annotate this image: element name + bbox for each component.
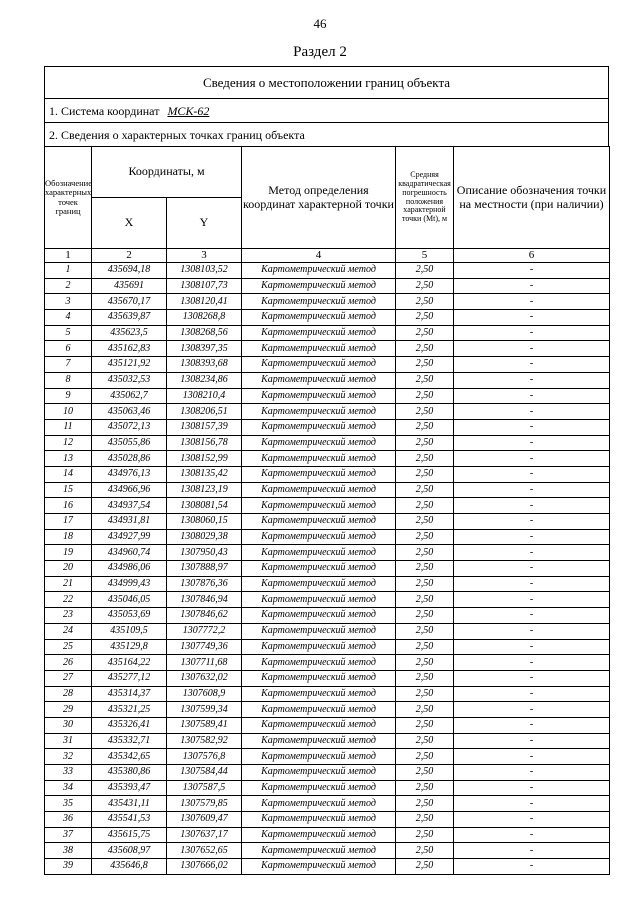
description-cell: - — [454, 780, 610, 796]
method-cell: Картометрический метод — [242, 561, 396, 577]
point-number-cell: 8 — [45, 372, 92, 388]
error-cell: 2,50 — [396, 576, 454, 592]
point-number-cell: 28 — [45, 686, 92, 702]
table-row — [45, 357, 610, 373]
x-coordinate-cell: 435032,53 — [92, 372, 167, 388]
error-cell: 2,50 — [396, 435, 454, 451]
table-row — [45, 310, 610, 326]
error-cell: 2,50 — [396, 655, 454, 671]
error-cell: 2,50 — [396, 843, 454, 859]
x-coordinate-cell: 434931,81 — [92, 514, 167, 530]
description-cell: - — [454, 670, 610, 686]
method-cell: Картометрический метод — [242, 812, 396, 828]
x-coordinate-cell: 435321,25 — [92, 702, 167, 718]
point-number-cell: 26 — [45, 655, 92, 671]
method-cell: Картометрический метод — [242, 341, 396, 357]
y-coordinate-cell: 1308135,42 — [167, 466, 242, 482]
method-cell: Картометрический метод — [242, 608, 396, 624]
error-cell: 2,50 — [396, 780, 454, 796]
point-number-cell: 11 — [45, 419, 92, 435]
method-cell: Картометрический метод — [242, 623, 396, 639]
error-cell: 2,50 — [396, 498, 454, 514]
x-coordinate-cell: 435615,75 — [92, 827, 167, 843]
y-coordinate-cell: 1308234,86 — [167, 372, 242, 388]
y-coordinate-cell: 1307876,36 — [167, 576, 242, 592]
point-number-cell: 24 — [45, 623, 92, 639]
method-cell: Картометрический метод — [242, 733, 396, 749]
point-number-cell: 10 — [45, 404, 92, 420]
description-cell: - — [454, 466, 610, 482]
method-cell: Картометрический метод — [242, 545, 396, 561]
method-cell: Картометрический метод — [242, 843, 396, 859]
description-cell: - — [454, 561, 610, 577]
y-coordinate-cell: 1308081,54 — [167, 498, 242, 514]
x-coordinate-cell: 435072,13 — [92, 419, 167, 435]
method-cell: Картометрический метод — [242, 749, 396, 765]
point-number-cell: 21 — [45, 576, 92, 592]
method-cell: Картометрический метод — [242, 451, 396, 467]
error-cell: 2,50 — [396, 294, 454, 310]
x-coordinate-cell: 435431,11 — [92, 796, 167, 812]
description-cell: - — [454, 325, 610, 341]
description-cell: - — [454, 482, 610, 498]
error-cell: 2,50 — [396, 608, 454, 624]
point-number-cell: 18 — [45, 529, 92, 545]
description-cell: - — [454, 545, 610, 561]
description-cell: - — [454, 388, 610, 404]
y-coordinate-cell: 1307846,62 — [167, 608, 242, 624]
point-number-cell: 39 — [45, 859, 92, 875]
error-cell: 2,50 — [396, 702, 454, 718]
table-row — [45, 466, 610, 482]
method-cell: Картометрический метод — [242, 325, 396, 341]
point-number-cell: 34 — [45, 780, 92, 796]
description-cell: - — [454, 529, 610, 545]
error-cell: 2,50 — [396, 623, 454, 639]
table-row — [45, 733, 610, 749]
point-number-cell: 5 — [45, 325, 92, 341]
method-cell: Картометрический метод — [242, 859, 396, 875]
point-number-cell: 31 — [45, 733, 92, 749]
y-coordinate-cell: 1307609,47 — [167, 812, 242, 828]
table-row — [45, 592, 610, 608]
point-number-cell: 1 — [45, 263, 92, 279]
table-row — [45, 717, 610, 733]
error-cell: 2,50 — [396, 686, 454, 702]
table-row — [45, 765, 610, 781]
x-coordinate-cell: 435164,22 — [92, 655, 167, 671]
description-cell: - — [454, 827, 610, 843]
error-cell: 2,50 — [396, 419, 454, 435]
method-cell: Картометрический метод — [242, 294, 396, 310]
y-coordinate-cell: 1307608,9 — [167, 686, 242, 702]
method-cell: Картометрический метод — [242, 514, 396, 530]
error-cell: 2,50 — [396, 514, 454, 530]
column-number: 5 — [396, 249, 454, 263]
x-coordinate-cell: 435162,83 — [92, 341, 167, 357]
method-cell: Картометрический метод — [242, 655, 396, 671]
y-coordinate-cell: 1308156,78 — [167, 435, 242, 451]
description-cell: - — [454, 592, 610, 608]
description-cell: - — [454, 498, 610, 514]
table-row — [45, 404, 610, 420]
description-cell: - — [454, 404, 610, 420]
error-cell: 2,50 — [396, 466, 454, 482]
point-number-cell: 27 — [45, 670, 92, 686]
description-cell: - — [454, 843, 610, 859]
x-coordinate-cell: 434937,54 — [92, 498, 167, 514]
method-cell: Картометрический метод — [242, 482, 396, 498]
table-row — [45, 561, 610, 577]
error-cell: 2,50 — [396, 639, 454, 655]
point-number-cell: 22 — [45, 592, 92, 608]
x-coordinate-cell: 434960,74 — [92, 545, 167, 561]
error-cell: 2,50 — [396, 325, 454, 341]
y-coordinate-cell: 1307888,97 — [167, 561, 242, 577]
description-cell: - — [454, 749, 610, 765]
description-cell: - — [454, 812, 610, 828]
y-coordinate-cell: 1307584,44 — [167, 765, 242, 781]
description-cell: - — [454, 419, 610, 435]
y-coordinate-cell: 1308152,99 — [167, 451, 242, 467]
method-cell: Картометрический метод — [242, 592, 396, 608]
description-cell: - — [454, 639, 610, 655]
y-coordinate-cell: 1307589,41 — [167, 717, 242, 733]
points-table — [44, 146, 610, 875]
x-coordinate-cell: 435277,12 — [92, 670, 167, 686]
column-number: 6 — [454, 249, 610, 263]
error-cell: 2,50 — [396, 796, 454, 812]
table-row — [45, 545, 610, 561]
method-cell: Картометрический метод — [242, 278, 396, 294]
description-cell: - — [454, 717, 610, 733]
header-description: Описание обозначения точки на местности (при наличии) — [454, 147, 610, 249]
error-cell: 2,50 — [396, 545, 454, 561]
error-cell: 2,50 — [396, 670, 454, 686]
table-row — [45, 419, 610, 435]
method-cell: Картометрический метод — [242, 435, 396, 451]
x-coordinate-cell: 435646,8 — [92, 859, 167, 875]
error-cell: 2,50 — [396, 561, 454, 577]
x-coordinate-cell: 434966,96 — [92, 482, 167, 498]
y-coordinate-cell: 1307666,02 — [167, 859, 242, 875]
y-coordinate-cell: 1308103,52 — [167, 263, 242, 279]
table-row — [45, 780, 610, 796]
error-cell: 2,50 — [396, 357, 454, 373]
point-number-cell: 30 — [45, 717, 92, 733]
point-number-cell: 35 — [45, 796, 92, 812]
table-row — [45, 608, 610, 624]
table-row — [45, 859, 610, 875]
table-title: Сведения о местоположении границ объекта — [44, 66, 609, 98]
x-coordinate-cell: 434976,13 — [92, 466, 167, 482]
header-coordinates: Координаты, м — [92, 147, 242, 198]
points-table-body — [45, 263, 610, 875]
description-cell: - — [454, 278, 610, 294]
description-cell: - — [454, 733, 610, 749]
table-row — [45, 451, 610, 467]
description-cell: - — [454, 608, 610, 624]
x-coordinate-cell: 435639,87 — [92, 310, 167, 326]
x-coordinate-cell: 435694,18 — [92, 263, 167, 279]
coordinate-system-value: МСК-62 — [167, 104, 210, 118]
table-row — [45, 263, 610, 279]
error-cell: 2,50 — [396, 592, 454, 608]
method-cell: Картометрический метод — [242, 404, 396, 420]
x-coordinate-cell: 435332,71 — [92, 733, 167, 749]
y-coordinate-cell: 1308393,68 — [167, 357, 242, 373]
x-coordinate-cell: 435393,47 — [92, 780, 167, 796]
description-cell: - — [454, 357, 610, 373]
error-cell: 2,50 — [396, 717, 454, 733]
description-cell: - — [454, 263, 610, 279]
y-coordinate-cell: 1307576,8 — [167, 749, 242, 765]
point-number-cell: 2 — [45, 278, 92, 294]
y-coordinate-cell: 1308268,56 — [167, 325, 242, 341]
error-cell: 2,50 — [396, 388, 454, 404]
point-number-cell: 23 — [45, 608, 92, 624]
points-heading: 2. Сведения о характерных точках границ объекта — [44, 122, 609, 146]
header-point-designation: Обозначение характерных точек границ — [45, 147, 92, 249]
y-coordinate-cell: 1307579,85 — [167, 796, 242, 812]
x-coordinate-cell: 435691 — [92, 278, 167, 294]
table-row — [45, 623, 610, 639]
table-row — [45, 702, 610, 718]
x-coordinate-cell: 435055,86 — [92, 435, 167, 451]
y-coordinate-cell: 1308206,51 — [167, 404, 242, 420]
table-row — [45, 482, 610, 498]
method-cell: Картометрический метод — [242, 388, 396, 404]
method-cell: Картометрический метод — [242, 717, 396, 733]
description-cell: - — [454, 435, 610, 451]
error-cell: 2,50 — [396, 765, 454, 781]
x-coordinate-cell: 435063,46 — [92, 404, 167, 420]
description-cell: - — [454, 655, 610, 671]
error-cell: 2,50 — [396, 859, 454, 875]
y-coordinate-cell: 1307599,34 — [167, 702, 242, 718]
table-row — [45, 639, 610, 655]
method-cell: Картометрический метод — [242, 372, 396, 388]
error-cell: 2,50 — [396, 451, 454, 467]
y-coordinate-cell: 1307711,68 — [167, 655, 242, 671]
y-coordinate-cell: 1308210,4 — [167, 388, 242, 404]
description-cell: - — [454, 859, 610, 875]
point-number-cell: 16 — [45, 498, 92, 514]
column-number: 3 — [167, 249, 242, 263]
coordinate-system-row — [44, 98, 609, 122]
method-cell: Картометрический метод — [242, 310, 396, 326]
y-coordinate-cell: 1308397,35 — [167, 341, 242, 357]
y-coordinate-cell: 1308107,73 — [167, 278, 242, 294]
error-cell: 2,50 — [396, 310, 454, 326]
x-coordinate-cell: 435121,92 — [92, 357, 167, 373]
x-coordinate-cell: 435608,97 — [92, 843, 167, 859]
coordinate-system-label: 1. Система координат — [49, 104, 160, 118]
table-row — [45, 843, 610, 859]
y-coordinate-cell: 1308120,41 — [167, 294, 242, 310]
x-coordinate-cell: 435380,86 — [92, 765, 167, 781]
y-coordinate-cell: 1308123,19 — [167, 482, 242, 498]
method-cell: Картометрический метод — [242, 780, 396, 796]
table-row — [45, 498, 610, 514]
x-coordinate-cell: 435623,5 — [92, 325, 167, 341]
header-x: X — [92, 198, 167, 249]
x-coordinate-cell: 435046,05 — [92, 592, 167, 608]
x-coordinate-cell: 435541,53 — [92, 812, 167, 828]
y-coordinate-cell: 1307950,43 — [167, 545, 242, 561]
column-number: 1 — [45, 249, 92, 263]
table-row — [45, 435, 610, 451]
header-y: Y — [167, 198, 242, 249]
point-number-cell: 14 — [45, 466, 92, 482]
error-cell: 2,50 — [396, 372, 454, 388]
method-cell: Картометрический метод — [242, 686, 396, 702]
page-number: 46 — [313, 16, 327, 31]
description-cell: - — [454, 623, 610, 639]
error-cell: 2,50 — [396, 341, 454, 357]
table-row — [45, 388, 610, 404]
table-row — [45, 576, 610, 592]
x-coordinate-cell: 434999,43 — [92, 576, 167, 592]
method-cell: Картометрический метод — [242, 576, 396, 592]
column-number: 4 — [242, 249, 396, 263]
description-cell: - — [454, 451, 610, 467]
error-cell: 2,50 — [396, 482, 454, 498]
header-error: Средняя квадратическая погрешность положения характерной точки (Mt), м — [396, 147, 454, 249]
point-number-cell: 20 — [45, 561, 92, 577]
table-row — [45, 529, 610, 545]
description-cell: - — [454, 576, 610, 592]
point-number-cell: 29 — [45, 702, 92, 718]
method-cell: Картометрический метод — [242, 357, 396, 373]
description-cell: - — [454, 310, 610, 326]
x-coordinate-cell: 435028,86 — [92, 451, 167, 467]
point-number-cell: 4 — [45, 310, 92, 326]
table-row — [45, 812, 610, 828]
point-number-cell: 9 — [45, 388, 92, 404]
table-row — [45, 514, 610, 530]
table-row — [45, 278, 610, 294]
x-coordinate-cell: 435342,65 — [92, 749, 167, 765]
y-coordinate-cell: 1308157,39 — [167, 419, 242, 435]
point-number-cell: 38 — [45, 843, 92, 859]
method-cell: Картометрический метод — [242, 796, 396, 812]
error-cell: 2,50 — [396, 812, 454, 828]
y-coordinate-cell: 1308060,15 — [167, 514, 242, 530]
table-row — [45, 294, 610, 310]
y-coordinate-cell: 1308029,38 — [167, 529, 242, 545]
description-cell: - — [454, 686, 610, 702]
x-coordinate-cell: 435670,17 — [92, 294, 167, 310]
table-row — [45, 325, 610, 341]
table-row — [45, 655, 610, 671]
method-cell: Картометрический метод — [242, 827, 396, 843]
section-title: Раздел 2 — [293, 44, 347, 60]
point-number-cell: 6 — [45, 341, 92, 357]
method-cell: Картометрический метод — [242, 466, 396, 482]
error-cell: 2,50 — [396, 278, 454, 294]
method-cell: Картометрический метод — [242, 670, 396, 686]
point-number-cell: 25 — [45, 639, 92, 655]
x-coordinate-cell: 435053,69 — [92, 608, 167, 624]
y-coordinate-cell: 1307749,36 — [167, 639, 242, 655]
method-cell: Картометрический метод — [242, 639, 396, 655]
point-number-cell: 36 — [45, 812, 92, 828]
error-cell: 2,50 — [396, 529, 454, 545]
error-cell: 2,50 — [396, 749, 454, 765]
x-coordinate-cell: 435129,8 — [92, 639, 167, 655]
y-coordinate-cell: 1307846,94 — [167, 592, 242, 608]
y-coordinate-cell: 1307587,5 — [167, 780, 242, 796]
method-cell: Картометрический метод — [242, 529, 396, 545]
table-row — [45, 372, 610, 388]
point-number-cell: 17 — [45, 514, 92, 530]
method-cell: Картометрический метод — [242, 263, 396, 279]
x-coordinate-cell: 434927,99 — [92, 529, 167, 545]
point-number-cell: 37 — [45, 827, 92, 843]
y-coordinate-cell: 1307637,17 — [167, 827, 242, 843]
method-cell: Картометрический метод — [242, 702, 396, 718]
x-coordinate-cell: 435314,37 — [92, 686, 167, 702]
y-coordinate-cell: 1307632,02 — [167, 670, 242, 686]
boundary-table-frame — [44, 66, 609, 875]
error-cell: 2,50 — [396, 827, 454, 843]
y-coordinate-cell: 1308268,8 — [167, 310, 242, 326]
point-number-cell: 13 — [45, 451, 92, 467]
point-number-cell: 3 — [45, 294, 92, 310]
error-cell: 2,50 — [396, 263, 454, 279]
description-cell: - — [454, 294, 610, 310]
method-cell: Картометрический метод — [242, 498, 396, 514]
error-cell: 2,50 — [396, 404, 454, 420]
y-coordinate-cell: 1307772,2 — [167, 623, 242, 639]
description-cell: - — [454, 514, 610, 530]
method-cell: Картометрический метод — [242, 765, 396, 781]
y-coordinate-cell: 1307582,92 — [167, 733, 242, 749]
table-row — [45, 670, 610, 686]
description-cell: - — [454, 341, 610, 357]
table-row — [45, 796, 610, 812]
error-cell: 2,50 — [396, 733, 454, 749]
point-number-cell: 19 — [45, 545, 92, 561]
column-number: 2 — [92, 249, 167, 263]
table-row — [45, 749, 610, 765]
x-coordinate-cell: 435326,41 — [92, 717, 167, 733]
table-row — [45, 827, 610, 843]
description-cell: - — [454, 372, 610, 388]
point-number-cell: 15 — [45, 482, 92, 498]
point-number-cell: 12 — [45, 435, 92, 451]
y-coordinate-cell: 1307652,65 — [167, 843, 242, 859]
table-row — [45, 341, 610, 357]
description-cell: - — [454, 765, 610, 781]
method-cell: Картометрический метод — [242, 419, 396, 435]
description-cell: - — [454, 796, 610, 812]
header-method: Метод определения координат характерной точки — [242, 147, 396, 249]
x-coordinate-cell: 435062,7 — [92, 388, 167, 404]
x-coordinate-cell: 434986,06 — [92, 561, 167, 577]
x-coordinate-cell: 435109,5 — [92, 623, 167, 639]
description-cell: - — [454, 702, 610, 718]
table-row — [45, 686, 610, 702]
point-number-cell: 7 — [45, 357, 92, 373]
point-number-cell: 32 — [45, 749, 92, 765]
point-number-cell: 33 — [45, 765, 92, 781]
column-number-row — [45, 249, 610, 263]
